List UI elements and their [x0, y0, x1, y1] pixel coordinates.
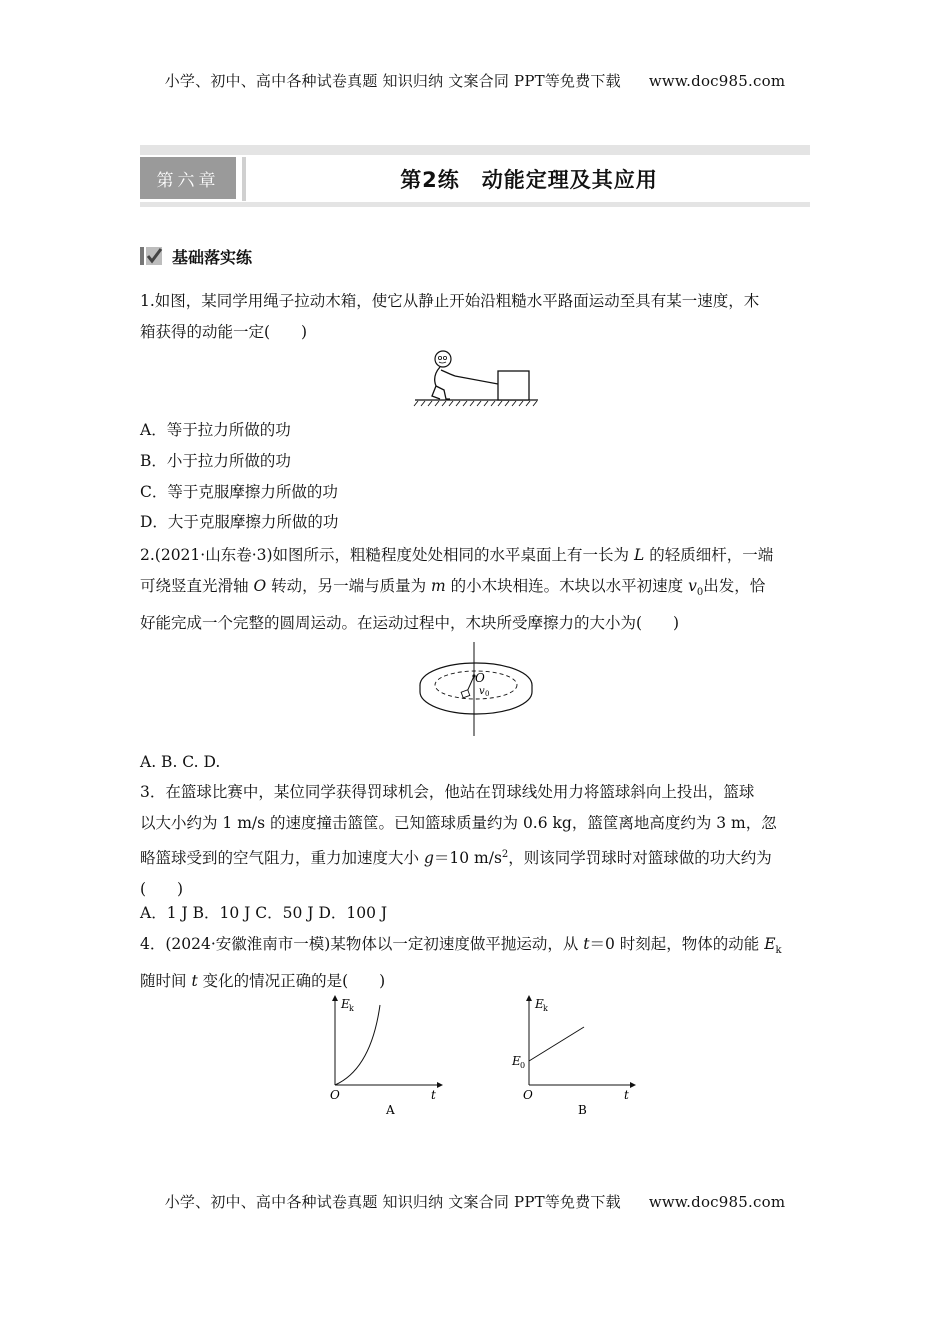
q1-option-b: B．小于拉力所做的功 [140, 452, 291, 470]
q1-line1: 1.如图，某同学用绳子拉动木箱，使它从静止开始沿粗糙水平路面运动至具有某一速度，木 [140, 292, 760, 310]
q2-figure-o-label: O [475, 671, 485, 685]
q3-line1: 3．在篮球比赛中，某位同学获得罚球机会，他站在罚球线处用力将篮球斜向上投出，篮球 [140, 783, 755, 801]
q4b-origin: O [523, 1088, 533, 1102]
question-4-text [140, 929, 812, 997]
q2-figure-v-sub: 0 [485, 690, 490, 698]
chapter-bar [140, 145, 810, 207]
question-2-text [140, 540, 812, 639]
q4a-y-axis: E [341, 997, 350, 1011]
q2-line2: 可绕竖直光滑轴 O 转动，另一端与质量为 m 的小木块相连。木块以水平初速度 $v_0$出发，恰 [140, 577, 766, 599]
q4b-intercept-sub: 0 [520, 1061, 526, 1070]
q4-graph-a [325, 995, 450, 1120]
q2-line1: 2.(2021·山东卷·3)如图所示，粗糙程度处处相同的水平桌面上有一长为 L 的轻质细杆，一端 [140, 546, 774, 564]
checklist-icon [140, 245, 164, 267]
q4a-label: A [386, 1103, 395, 1117]
q4b-x-axis: t [624, 1088, 629, 1102]
q3-line2: 以大小约为 1 m/s 的速度撞击篮筐。已知篮球质量约为 0.6 kg，篮筐离地高度约为 3 m，忽 [140, 814, 777, 832]
chapter-title: 第2练 动能定理及其应用 [400, 168, 658, 192]
q2-options: A. B. C. D. [140, 753, 221, 771]
section-heading [140, 243, 252, 269]
q1-line2: 箱获得的动能一定( ) [140, 323, 308, 341]
q2-figure-v-label: v [479, 686, 485, 697]
q4a-x-axis: t [431, 1088, 436, 1102]
q4b-label: B [578, 1103, 587, 1117]
footer-banner-text: 小学、初中、高中各种试卷真题 知识归纳 文案合同 PPT等免费下载 [164, 1193, 621, 1211]
banner-text: 小学、初中、高中各种试卷真题 知识归纳 文案合同 PPT等免费下载 [164, 72, 621, 90]
question-1-text [140, 286, 812, 348]
q4-line2: 随时间 t 变化的情况正确的是( ) [140, 972, 386, 991]
footer-banner [0, 1191, 950, 1212]
banner-site: www.doc985.com [648, 72, 786, 90]
q3-line4: ( ) [140, 880, 184, 899]
header-banner [0, 70, 950, 91]
q1-option-a: A．等于拉力所做的功 [140, 421, 291, 439]
section-title: 基础落实练 [172, 247, 253, 267]
q1-option-d: D．大于克服摩擦力所做的功 [140, 513, 339, 531]
q1-figure-person-pulling-box [410, 346, 545, 408]
q1-option-c: C．等于克服摩擦力所做的功 [140, 483, 338, 501]
q4b-y-sub: k [543, 1004, 548, 1013]
question-3-text [140, 777, 812, 905]
footer-banner-site: www.doc985.com [648, 1193, 786, 1211]
q4a-origin: O [330, 1088, 340, 1102]
chapter-tag: 第六章 [140, 157, 236, 199]
q4-graph-b [508, 995, 638, 1120]
q3-line3: 略篮球受到的空气阻力，重力加速度大小 g＝10 $m/s^2$，则该同学罚球时对篮球做的功大约为 [140, 849, 772, 868]
q4b-y-axis: E [535, 997, 544, 1011]
q3-options: A．1 J B．10 J C．50 J D．100 J [140, 904, 388, 922]
q4a-y-sub: k [349, 1004, 354, 1013]
q4b-intercept: E [512, 1054, 521, 1068]
q4-line1: 4．(2024·安徽淮南市一模)某物体以一定初速度做平抛运动，从 t＝0 时刻起，物体的动能 $E_k$ [140, 935, 782, 957]
q2-line3: 好能完成一个完整的圆周运动。在运动过程中，木块所受摩擦力的大小为( ) [140, 614, 680, 633]
q2-figure-rotating-table [418, 640, 538, 740]
